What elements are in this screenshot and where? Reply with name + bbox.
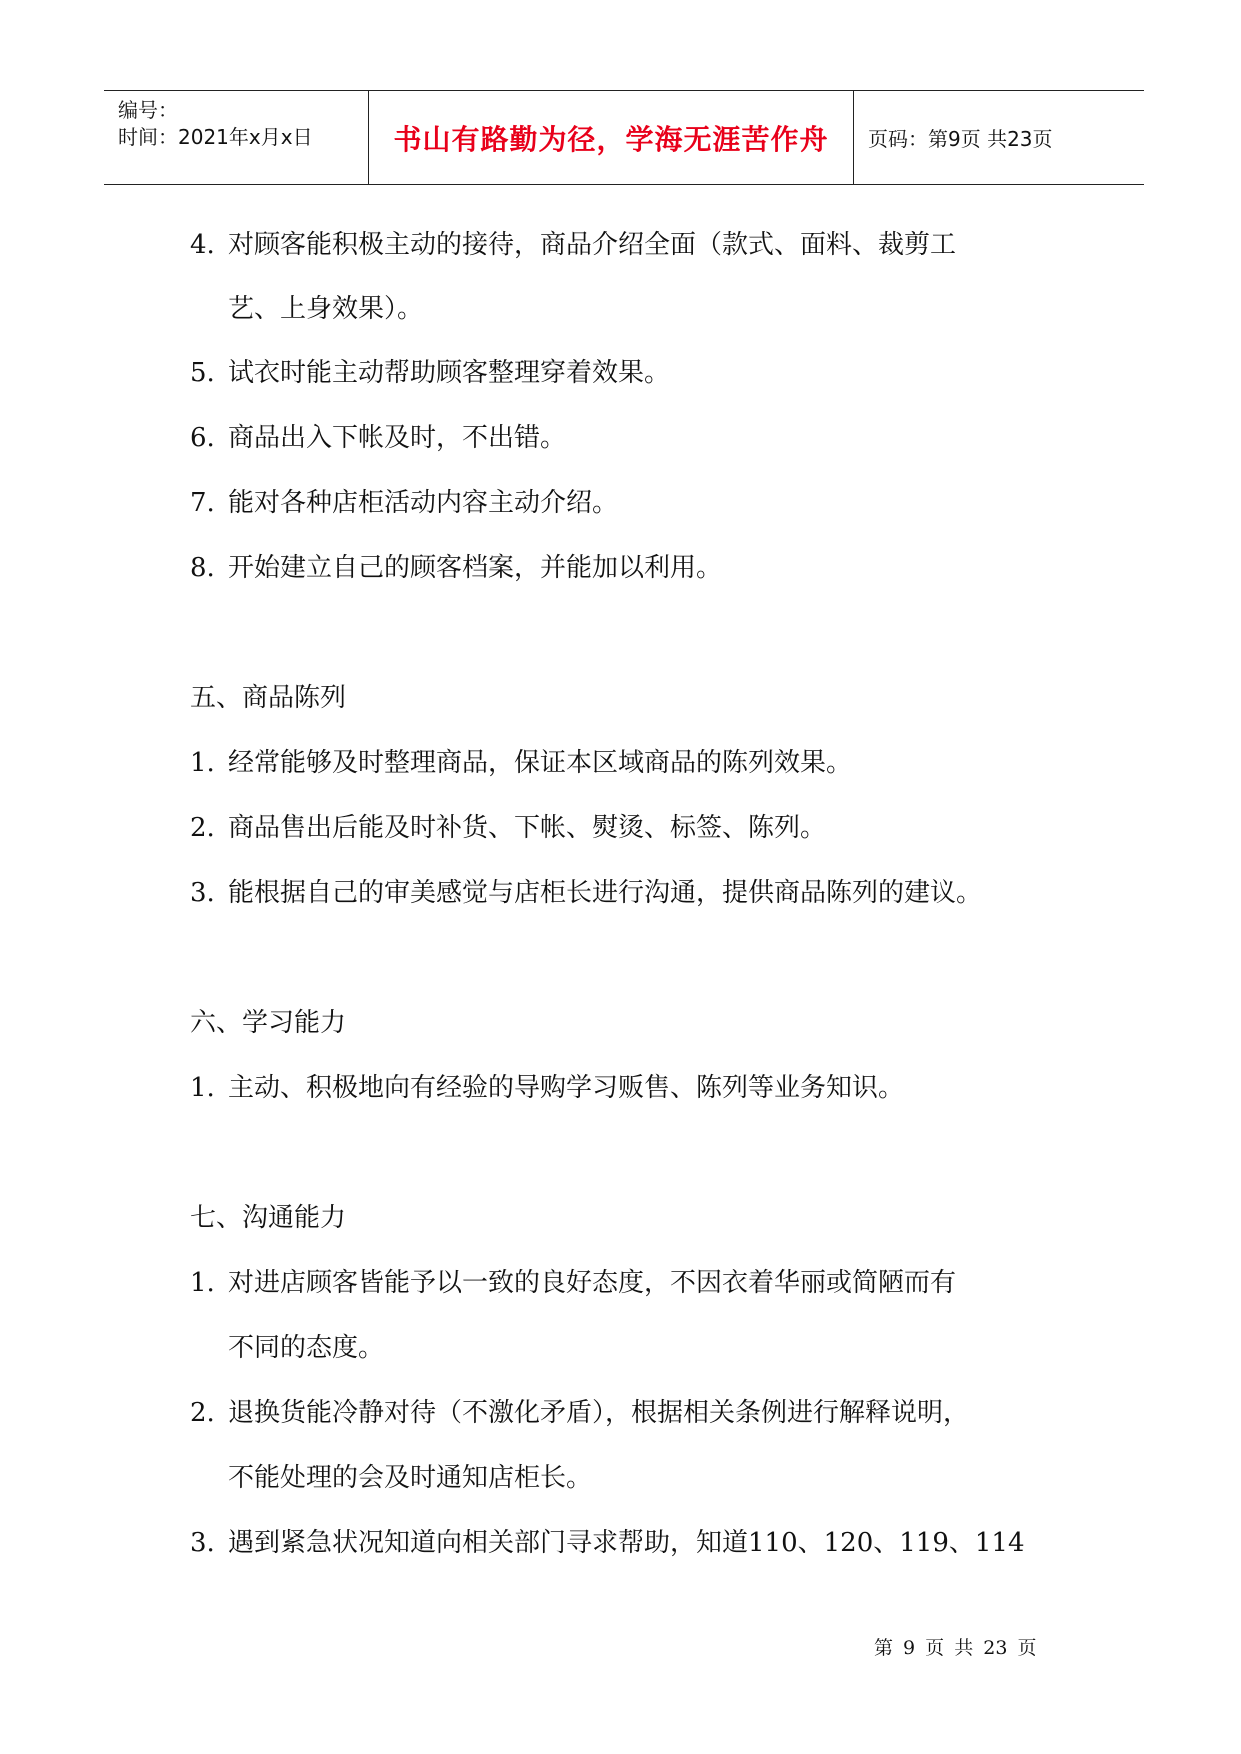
list-number: 1. <box>190 748 215 778</box>
list-number: 3. <box>190 1528 215 1558</box>
list-item <box>190 1525 1025 1561</box>
section-heading: 七、沟通能力 <box>190 1203 347 1233</box>
list-item <box>190 810 826 846</box>
list-text: 退换货能冷静对待（不激化矛盾），根据相关条例进行解释说明， <box>228 1398 970 1428</box>
document-number-label: 编号： <box>118 98 178 122</box>
list-text: 遇到紧急状况知道向相关部门寻求帮助，知道110、120、119、114 <box>228 1528 1025 1558</box>
header-page-cell <box>854 91 1144 184</box>
list-item <box>190 227 956 263</box>
list-text: 能对各种店柜活动内容主动介绍。 <box>228 488 619 518</box>
header-table <box>104 90 1144 185</box>
list-number: 8. <box>190 553 215 583</box>
motto-text: 书山有路勤为径，学海无涯苦作舟 <box>393 122 829 156</box>
list-text: 商品售出后能及时补货、下帐、熨烫、标签、陈列。 <box>228 813 827 843</box>
list-text: 能根据自己的审美感觉与店柜长进行沟通，提供商品陈列的建议。 <box>228 878 983 908</box>
list-number: 6. <box>190 423 215 453</box>
list-item <box>190 1070 904 1106</box>
list-text: 对顾客能积极主动的接待，商品介绍全面（款式、面料、裁剪工 <box>228 230 957 260</box>
section-heading: 五、商品陈列 <box>190 683 347 713</box>
list-item <box>190 1265 956 1301</box>
list-text: 不能处理的会及时通知店柜长。 <box>228 1463 593 1493</box>
list-text: 试衣时能主动帮助顾客整理穿着效果。 <box>228 358 671 388</box>
list-text: 商品出入下帐及时，不出错。 <box>228 423 567 453</box>
page-footer: 第 9 页 共 23 页 <box>874 1637 1037 1659</box>
header-motto-cell <box>369 91 854 184</box>
list-number: 4. <box>190 230 215 260</box>
list-item <box>190 420 566 456</box>
list-item <box>190 1395 969 1431</box>
list-item-continuation <box>228 1460 592 1496</box>
list-text: 艺、上身效果）。 <box>228 294 424 324</box>
list-number: 7. <box>190 488 215 518</box>
list-number: 2. <box>190 813 215 843</box>
list-number: 3. <box>190 878 215 908</box>
list-number: 1. <box>190 1268 215 1298</box>
header-page-label: 页码：第9页 共23页 <box>868 127 1053 151</box>
list-number: 5. <box>190 358 215 388</box>
list-text: 主动、积极地向有经验的导购学习贩售、陈列等业务知识。 <box>228 1073 905 1103</box>
list-item <box>190 355 670 391</box>
list-item <box>190 875 982 911</box>
header-meta-cell <box>104 91 369 184</box>
list-item <box>190 550 722 586</box>
list-text: 不同的态度。 <box>228 1333 385 1363</box>
list-number: 1. <box>190 1073 215 1103</box>
section-heading: 六、学习能力 <box>190 1008 347 1038</box>
list-text: 经常能够及时整理商品，保证本区域商品的陈列效果。 <box>228 748 853 778</box>
list-item-continuation <box>228 291 423 327</box>
list-item <box>190 745 852 781</box>
document-time-label: 时间：2021年x月x日 <box>118 125 313 149</box>
list-number: 2. <box>190 1398 215 1428</box>
list-text: 开始建立自己的顾客档案，并能加以利用。 <box>228 553 723 583</box>
list-item <box>190 485 618 521</box>
list-item-continuation <box>228 1330 384 1366</box>
list-text: 对进店顾客皆能予以一致的良好态度，不因衣着华丽或简陋而有 <box>228 1268 957 1298</box>
